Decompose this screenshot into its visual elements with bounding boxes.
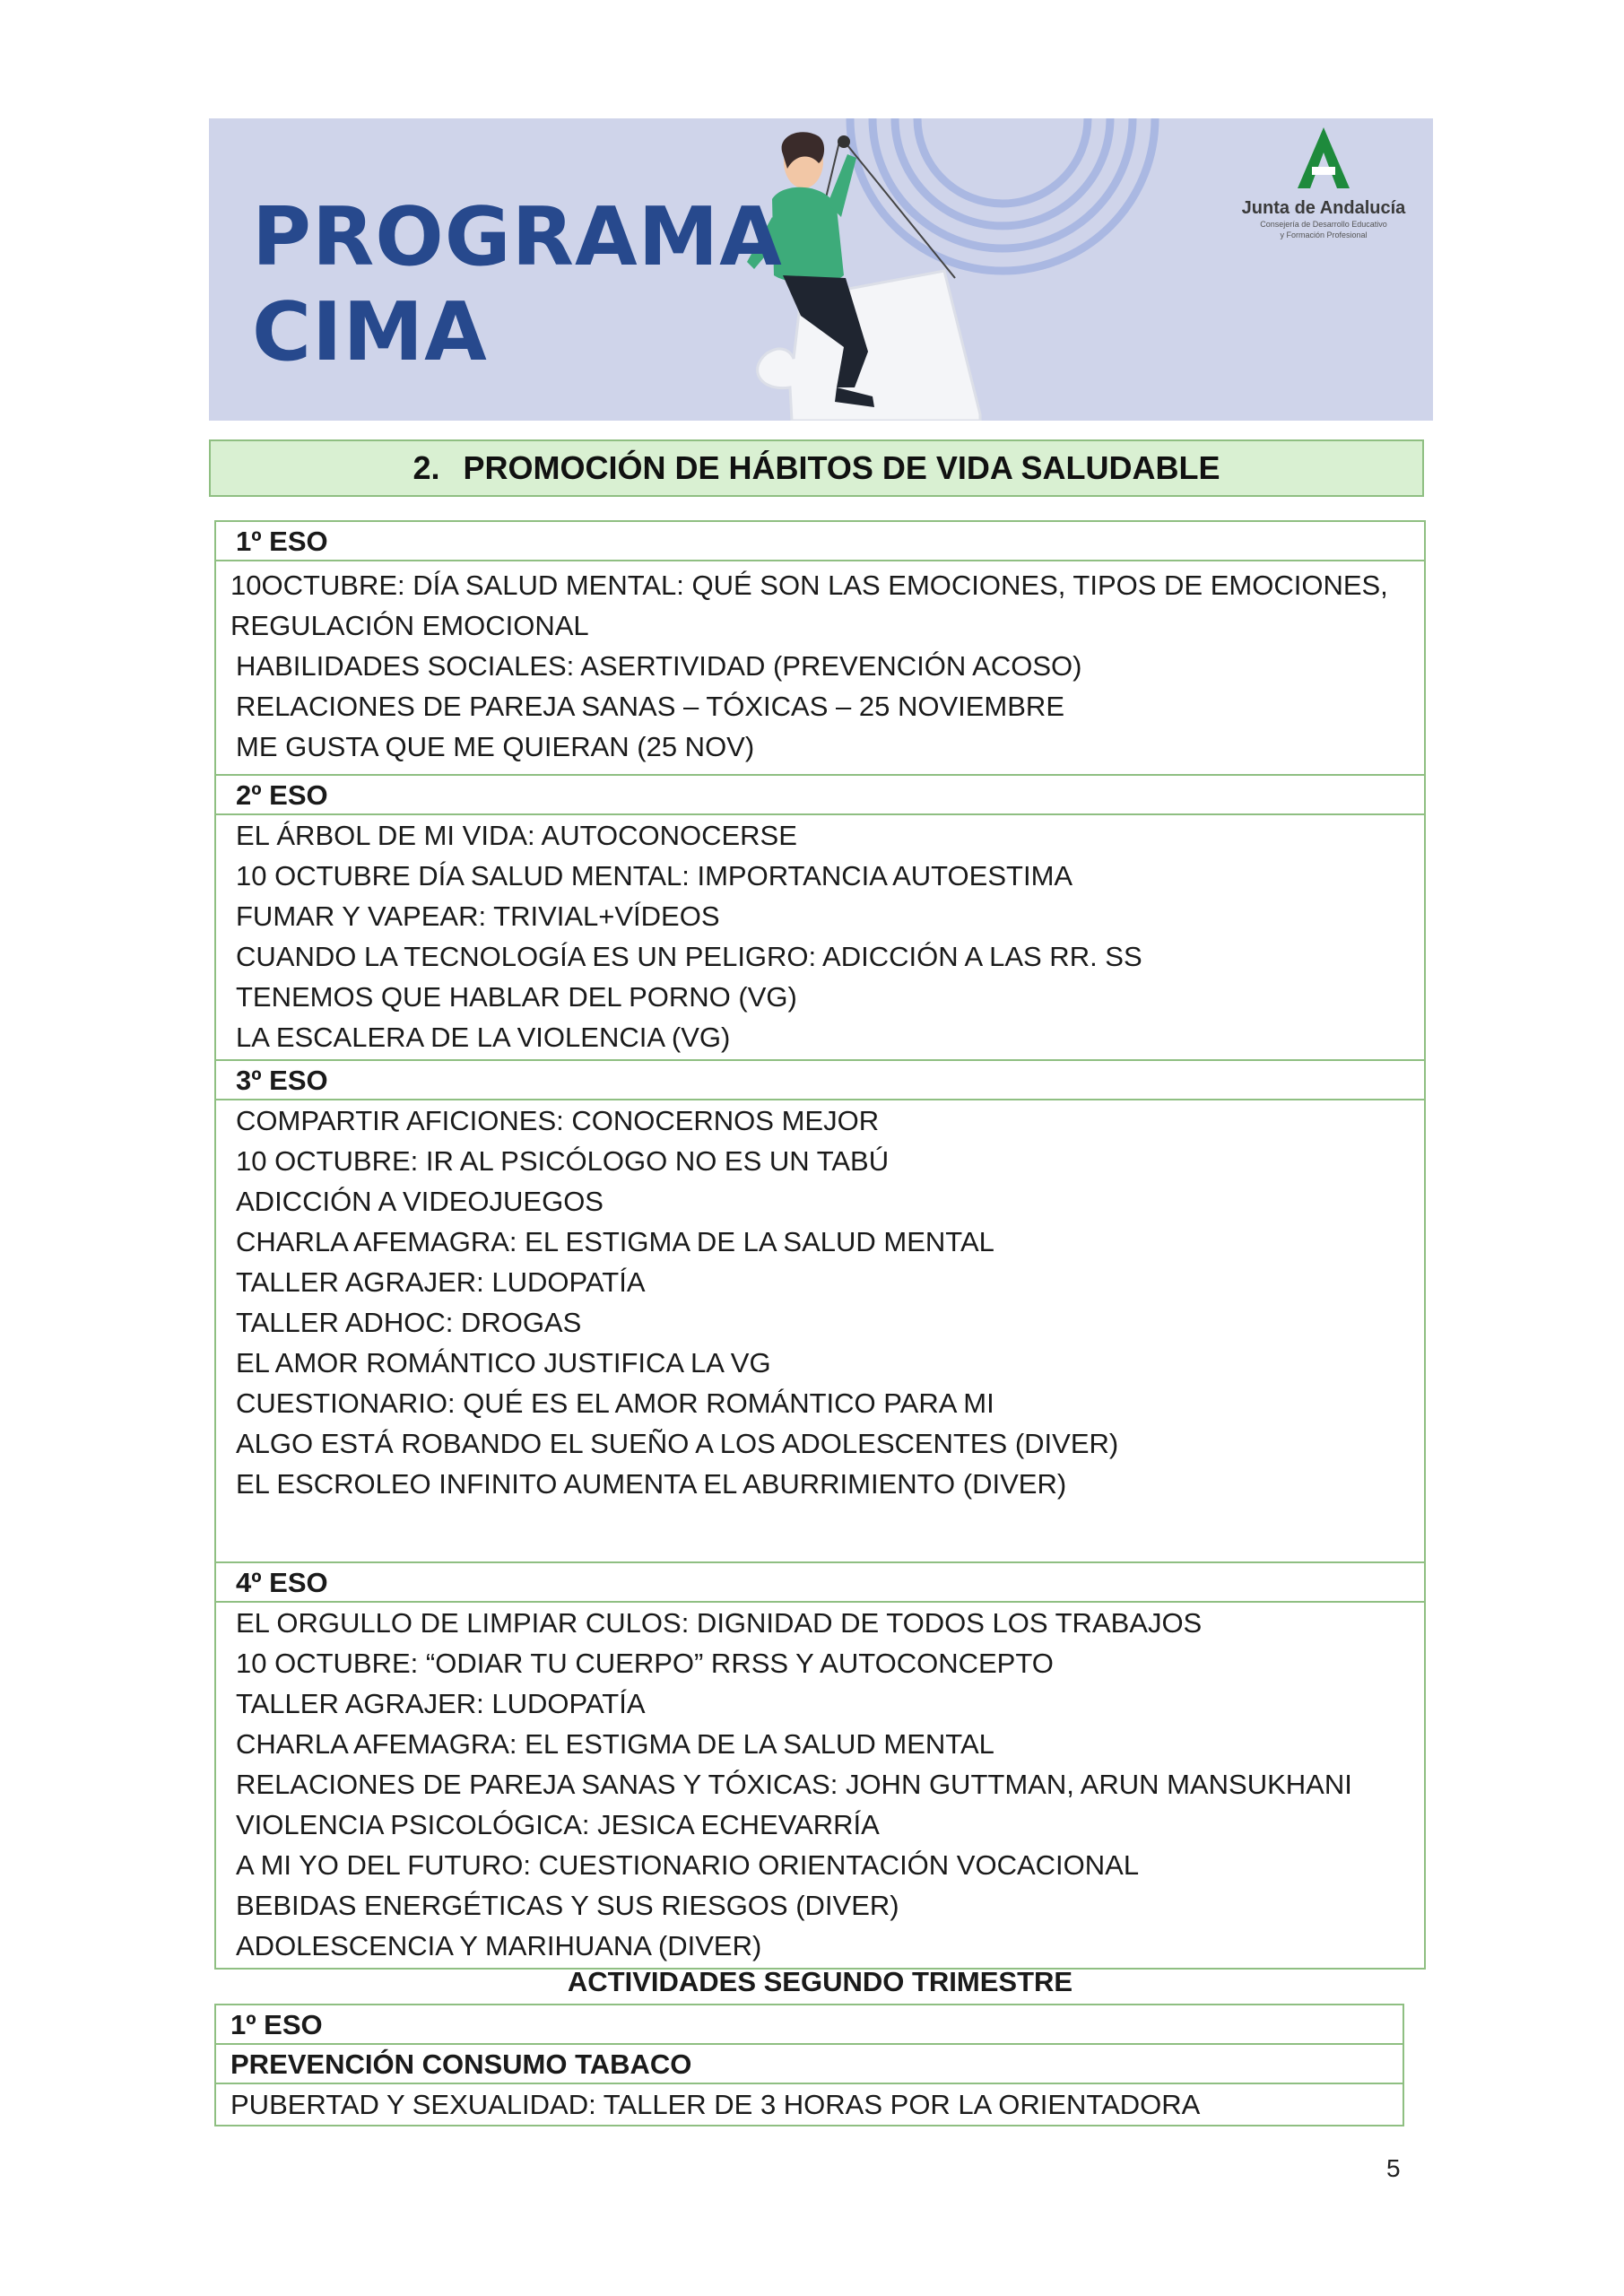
section-title: PROMOCIÓN DE HÁBITOS DE VIDA SALUDABLE (463, 449, 1220, 486)
list-item: RELACIONES DE PAREJA SANAS Y TÓXICAS: JOHN GUTTMAN, ARUN MANSUKHANI (236, 1769, 1352, 1800)
list-item: HABILIDADES SOCIALES: ASERTIVIDAD (PREVENCIÓN ACOSO) (236, 650, 1082, 682)
grade-header-1eso-t2: 1º ESO (216, 2005, 1403, 2045)
list-item: A MI YO DEL FUTURO: CUESTIONARIO ORIENTACIÓN VOCACIONAL (236, 1849, 1140, 1881)
list-item: EL AMOR ROMÁNTICO JUSTIFICA LA VG (236, 1347, 771, 1378)
second-trimester-heading: ACTIVIDADES SEGUNDO TRIMESTRE (567, 1966, 1073, 1997)
list-item: REGULACIÓN EMOCIONAL (230, 610, 589, 641)
list-item: EL ESCROLEO INFINITO AUMENTA EL ABURRIMIENTO (DIVER) (236, 1468, 1067, 1500)
grade-activities-1eso-t2 (216, 2084, 1403, 2125)
highlight-activity: PREVENCIÓN CONSUMO TABACO (216, 2045, 1403, 2084)
list-item: 10OCTUBRE: DÍA SALUD MENTAL: QUÉ SON LAS EMOCIONES, TIPOS DE EMOCIONES, (230, 570, 1388, 601)
banner-title (252, 190, 783, 380)
grade-activities-1eso (216, 561, 1424, 776)
andalucia-a-icon (1292, 126, 1355, 190)
grade-activities-2eso (216, 815, 1424, 1061)
list-item: EL ORGULLO DE LIMPIAR CULOS: DIGNIDAD DE TODOS LOS TRABAJOS (236, 1607, 1203, 1639)
list-item: PUBERTAD Y SEXUALIDAD: TALLER DE 3 HORAS POR LA ORIENTADORA (230, 2089, 1201, 2120)
list-item: ADICCIÓN A VIDEOJUEGOS (236, 1186, 604, 1217)
list-item: RELACIONES DE PAREJA SANAS – TÓXICAS – 25 NOVIEMBRE (236, 691, 1064, 722)
program-banner (209, 118, 1433, 421)
first-trimester-table (214, 520, 1426, 1970)
list-item: CHARLA AFEMAGRA: EL ESTIGMA DE LA SALUD MENTAL (236, 1728, 994, 1760)
list-item: TALLER AGRAJER: LUDOPATÍA (236, 1688, 646, 1719)
list-item: CUANDO LA TECNOLOGÍA ES UN PELIGRO: ADICCIÓN A LAS RR. SS (236, 941, 1142, 972)
spacer (236, 1504, 1410, 1554)
banner-title-line1: PROGRAMA (252, 190, 783, 284)
list-item: 10 OCTUBRE DÍA SALUD MENTAL: IMPORTANCIA AUTOESTIMA (236, 860, 1073, 891)
grade-header-4eso: 4º ESO (216, 1563, 1424, 1603)
section-heading (209, 439, 1424, 497)
list-item: 10 OCTUBRE: “ODIAR TU CUERPO” RRSS Y AUTOCONCEPTO (236, 1648, 1054, 1679)
list-item: CHARLA AFEMAGRA: EL ESTIGMA DE LA SALUD MENTAL (236, 1226, 994, 1257)
logo-subtitle-1: Consejería de Desarrollo Educativo (1260, 220, 1387, 229)
list-item: BEBIDAS ENERGÉTICAS Y SUS RIESGOS (DIVER) (236, 1890, 899, 1921)
section-number: 2. (413, 449, 440, 486)
grade-activities-3eso (216, 1100, 1424, 1563)
list-item: LA ESCALERA DE LA VIOLENCIA (VG) (236, 1022, 731, 1053)
grade-header-2eso: 2º ESO (216, 776, 1424, 815)
page-number: 5 (1386, 2154, 1401, 2182)
logo-name: Junta de Andalucía (1241, 198, 1406, 218)
list-item: CUESTIONARIO: QUÉ ES EL AMOR ROMÁNTICO PARA MI (236, 1387, 994, 1419)
list-item: ME GUSTA QUE ME QUIERAN (25 NOV) (236, 731, 755, 762)
list-item: ALGO ESTÁ ROBANDO EL SUEÑO A LOS ADOLESCENTES (DIVER) (236, 1428, 1119, 1459)
grade-header-3eso: 3º ESO (216, 1061, 1424, 1100)
list-item: TENEMOS QUE HABLAR DEL PORNO (VG) (236, 981, 797, 1013)
list-item: COMPARTIR AFICIONES: CONOCERNOS MEJOR (236, 1105, 880, 1136)
logo-subtitle-2: y Formación Profesional (1280, 230, 1368, 239)
list-item: FUMAR Y VAPEAR: TRIVIAL+VÍDEOS (236, 900, 720, 932)
banner-title-line2: CIMA (252, 285, 488, 379)
list-item: TALLER AGRAJER: LUDOPATÍA (236, 1266, 646, 1298)
list-item: 10 OCTUBRE: IR AL PSICÓLOGO NO ES UN TABÚ (236, 1145, 890, 1177)
list-item: ADOLESCENCIA Y MARIHUANA (DIVER) (236, 1930, 762, 1961)
list-item: TALLER ADHOC: DROGAS (236, 1307, 582, 1338)
junta-andalucia-logo (1238, 126, 1409, 240)
second-trimester-table (214, 2004, 1404, 2126)
grade-activities-4eso (216, 1603, 1424, 1968)
list-item: EL ÁRBOL DE MI VIDA: AUTOCONOCERSE (236, 820, 797, 851)
grade-header-1eso: 1º ESO (216, 522, 1424, 561)
list-item: VIOLENCIA PSICOLÓGICA: JESICA ECHEVARRÍA (236, 1809, 880, 1840)
